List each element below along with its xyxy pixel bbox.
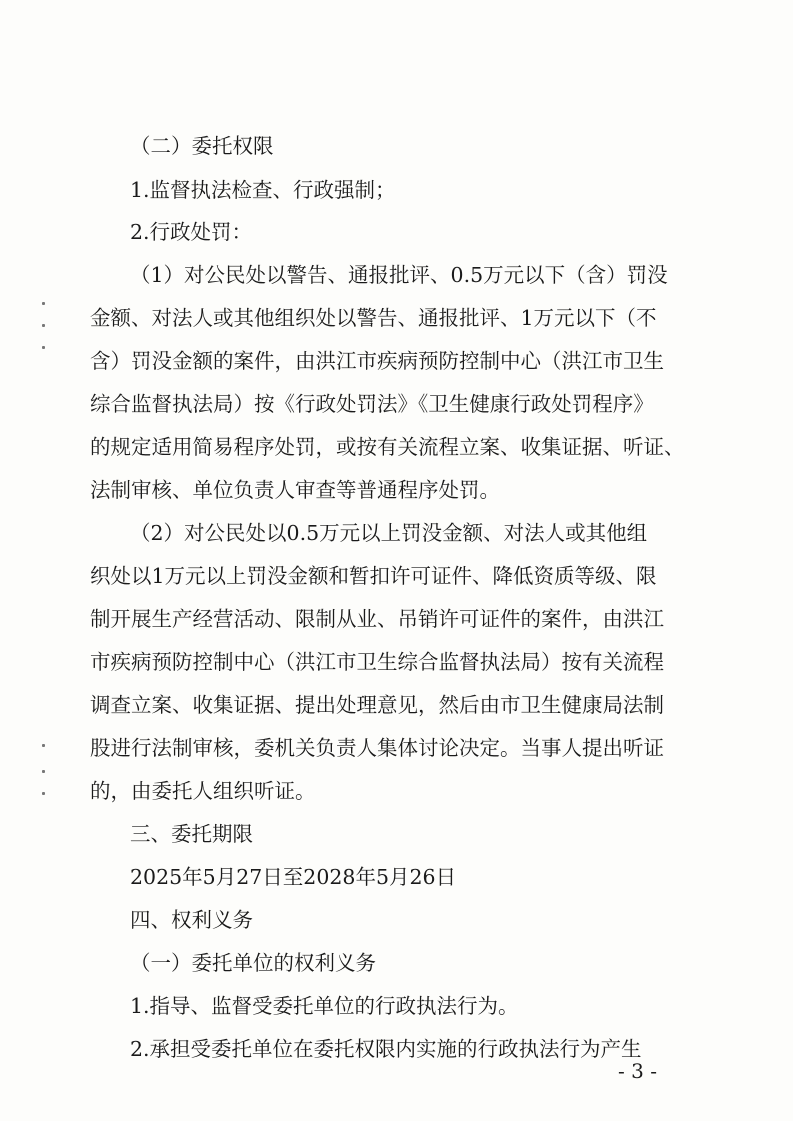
delegation-period-dates: 2025年5月27日至2028年5月26日 <box>130 865 457 889</box>
paragraph-line: 的规定适用简易程序处罚，或按有关流程立案、收集证据、听证、 <box>90 435 685 459</box>
paragraph-line: 市疾病预防控制中心（洪江市卫生综合监督执法局）按有关流程 <box>90 650 664 674</box>
binding-mark <box>42 744 45 747</box>
binding-mark <box>42 346 45 349</box>
section-heading-rights-obligations: 四、权利义务 <box>130 908 253 932</box>
page-number: - 3 - <box>618 1059 657 1083</box>
paragraph-line: （2）对公民处以0.5万元以上罚没金额、对法人或其他组 <box>130 521 648 545</box>
paragraph-line: 2.承担受委托单位在委托权限内实施的行政执法行为产生 <box>130 1037 642 1061</box>
binding-mark <box>42 792 45 795</box>
subsection-heading-delegator-rights: （一）委托单位的权利义务 <box>130 951 376 975</box>
binding-mark <box>42 302 45 305</box>
paragraph-line: 综合监督执法局）按《行政处罚法》《卫生健康行政处罚程序》 <box>90 392 654 416</box>
paragraph-line: （1）对公民处以警告、通报批评、0.5万元以下（含）罚没 <box>130 263 668 287</box>
paragraph-line: 2.行政处罚： <box>130 220 253 244</box>
paragraph-line: 调查立案、收集证据、提出处理意见，然后由市卫生健康局法制 <box>90 693 664 717</box>
section-heading-delegation-scope: （二）委托权限 <box>130 134 274 158</box>
binding-mark <box>42 770 45 773</box>
paragraph-line: 法制审核、单位负责人审查等普通程序处罚。 <box>90 478 500 502</box>
paragraph-line: 金额、对法人或其他组织处以警告、通报批评、1万元以下（不 <box>90 306 657 330</box>
paragraph-line: 织处以1万元以上罚没金额和暂扣许可证件、降低资质等级、限 <box>90 564 657 588</box>
paragraph-line: 制开展生产经营活动、限制从业、吊销许可证件的案件，由洪江 <box>90 607 664 631</box>
paragraph-line: 的，由委托人组织听证。 <box>90 779 316 803</box>
paragraph-line: 1.监督执法检查、行政强制； <box>130 178 396 202</box>
paragraph-line: 含）罚没金额的案件，由洪江市疾病预防控制中心（洪江市卫生 <box>90 349 664 373</box>
paragraph-line: 股进行法制审核，委机关负责人集体讨论决定。当事人提出听证 <box>90 736 664 760</box>
section-heading-delegation-period: 三、委托期限 <box>130 822 253 846</box>
binding-mark <box>42 324 45 327</box>
paragraph-line: 1.指导、监督受委托单位的行政执法行为。 <box>130 994 519 1018</box>
